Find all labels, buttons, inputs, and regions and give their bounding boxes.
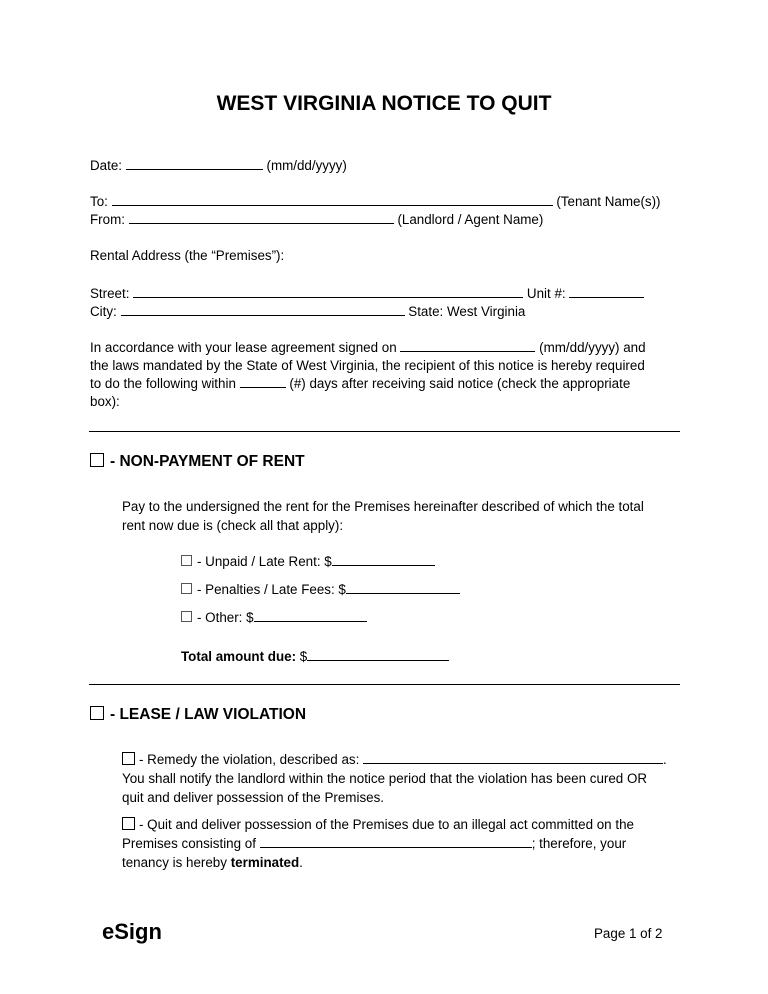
- intro-text: to do the following within: [90, 376, 236, 391]
- from-line: [90, 211, 543, 228]
- description-line: Pay to the undersigned the rent for the Premises hereinafter described of which the total: [122, 499, 644, 514]
- non-payment-checkbox[interactable]: [90, 453, 104, 467]
- to-label: To:: [90, 194, 108, 209]
- intro-line-4: box):: [90, 394, 120, 409]
- date-field[interactable]: [126, 157, 263, 170]
- intro-text: In accordance with your lease agreement signed on: [90, 340, 397, 355]
- state-text: State: West Virginia: [408, 304, 526, 319]
- section-heading-text: - LEASE / LAW VIOLATION: [110, 706, 307, 723]
- quit-text: tenancy is hereby: [122, 855, 227, 870]
- total-label: Total amount due:: [181, 649, 297, 664]
- quit-line-3: [122, 853, 634, 872]
- remedy-line-2: You shall notify the landlord within the notice period that the violation has been cured OR: [122, 771, 648, 786]
- quit-text: - Quit and deliver possession of the Premises due to an illegal act committed on the: [139, 817, 634, 832]
- unpaid-rent-checkbox[interactable]: [181, 555, 192, 566]
- from-label: From:: [90, 212, 125, 227]
- list-item: [181, 581, 460, 598]
- intro-paragraph: [90, 339, 646, 411]
- date-label: Date:: [90, 158, 123, 173]
- city-label: City:: [90, 304, 117, 319]
- to-line: [90, 193, 661, 210]
- city-line: [90, 303, 525, 320]
- quit-line-2: [122, 834, 634, 853]
- document-title: WEST VIRGINIA NOTICE TO QUIT: [216, 92, 552, 115]
- section-divider: [89, 431, 680, 432]
- street-field[interactable]: [133, 285, 523, 298]
- rental-address-label: Rental Address (the “Premises”):: [90, 248, 285, 263]
- penalties-field[interactable]: [346, 581, 460, 594]
- from-hint: (Landlord / Agent Name): [397, 212, 544, 227]
- unit-field[interactable]: [569, 285, 644, 298]
- quit-text: Premises consisting of: [122, 836, 256, 851]
- quit-line-1: [122, 815, 634, 834]
- to-hint: (Tenant Name(s)): [556, 194, 661, 209]
- section-divider: [89, 684, 680, 685]
- other-label: - Other: $: [197, 610, 254, 625]
- section-non-payment-heading: [90, 453, 305, 471]
- date-hint: (mm/dd/yyyy): [266, 158, 347, 173]
- street-line: [90, 285, 644, 302]
- illegal-act-field[interactable]: [260, 835, 532, 848]
- remedy-line-3: quit and deliver possession of the Premises.: [122, 790, 385, 805]
- quit-checkbox[interactable]: [122, 817, 135, 830]
- intro-text: (mm/dd/yyyy) and: [539, 340, 646, 355]
- landlord-name-field[interactable]: [129, 211, 394, 224]
- non-payment-description: [122, 497, 644, 535]
- intro-line-1: [90, 339, 646, 357]
- quit-text: ; therefore, your: [531, 836, 627, 851]
- lease-date-field[interactable]: [400, 339, 535, 352]
- section-heading-text: - NON-PAYMENT OF RENT: [110, 453, 305, 470]
- remedy-text: .: [663, 752, 667, 767]
- page-number: Page 1 of 2: [594, 926, 663, 941]
- remedy-text: - Remedy the violation, described as:: [139, 752, 360, 767]
- list-item: [181, 553, 435, 570]
- remedy-line-1: [122, 750, 667, 769]
- terminated-text: terminated: [230, 855, 300, 870]
- section-lease-violation-heading: [90, 706, 306, 724]
- city-field[interactable]: [121, 303, 405, 316]
- penalties-checkbox[interactable]: [181, 583, 192, 594]
- other-checkbox[interactable]: [181, 611, 192, 622]
- lease-violation-checkbox[interactable]: [90, 706, 104, 720]
- tenant-name-field[interactable]: [112, 193, 553, 206]
- date-line: [90, 157, 347, 174]
- list-item: [181, 609, 367, 626]
- unpaid-rent-field[interactable]: [332, 553, 435, 566]
- intro-text: (#) days after receiving said notice (check the appropriate: [289, 376, 631, 391]
- remedy-checkbox[interactable]: [122, 752, 135, 765]
- unpaid-rent-label: - Unpaid / Late Rent: $: [197, 554, 332, 569]
- total-line: [181, 648, 449, 665]
- street-label: Street:: [90, 286, 130, 301]
- quit-option: [122, 815, 634, 872]
- penalties-label: - Penalties / Late Fees: $: [197, 582, 346, 597]
- description-line: rent now due is (check all that apply):: [122, 518, 344, 533]
- intro-line-3: [90, 375, 646, 393]
- violation-description-field[interactable]: [363, 751, 663, 764]
- days-field[interactable]: [240, 375, 286, 388]
- remedy-option: [122, 750, 667, 807]
- total-currency: $: [299, 649, 308, 664]
- other-field[interactable]: [254, 609, 367, 622]
- quit-text: .: [299, 855, 303, 870]
- intro-line-2: the laws mandated by the State of West Virginia, the recipient of this notice is hereby required: [90, 358, 645, 373]
- total-field[interactable]: [307, 648, 449, 661]
- unit-label: Unit #:: [526, 286, 566, 301]
- esign-logo: eSign: [102, 919, 162, 944]
